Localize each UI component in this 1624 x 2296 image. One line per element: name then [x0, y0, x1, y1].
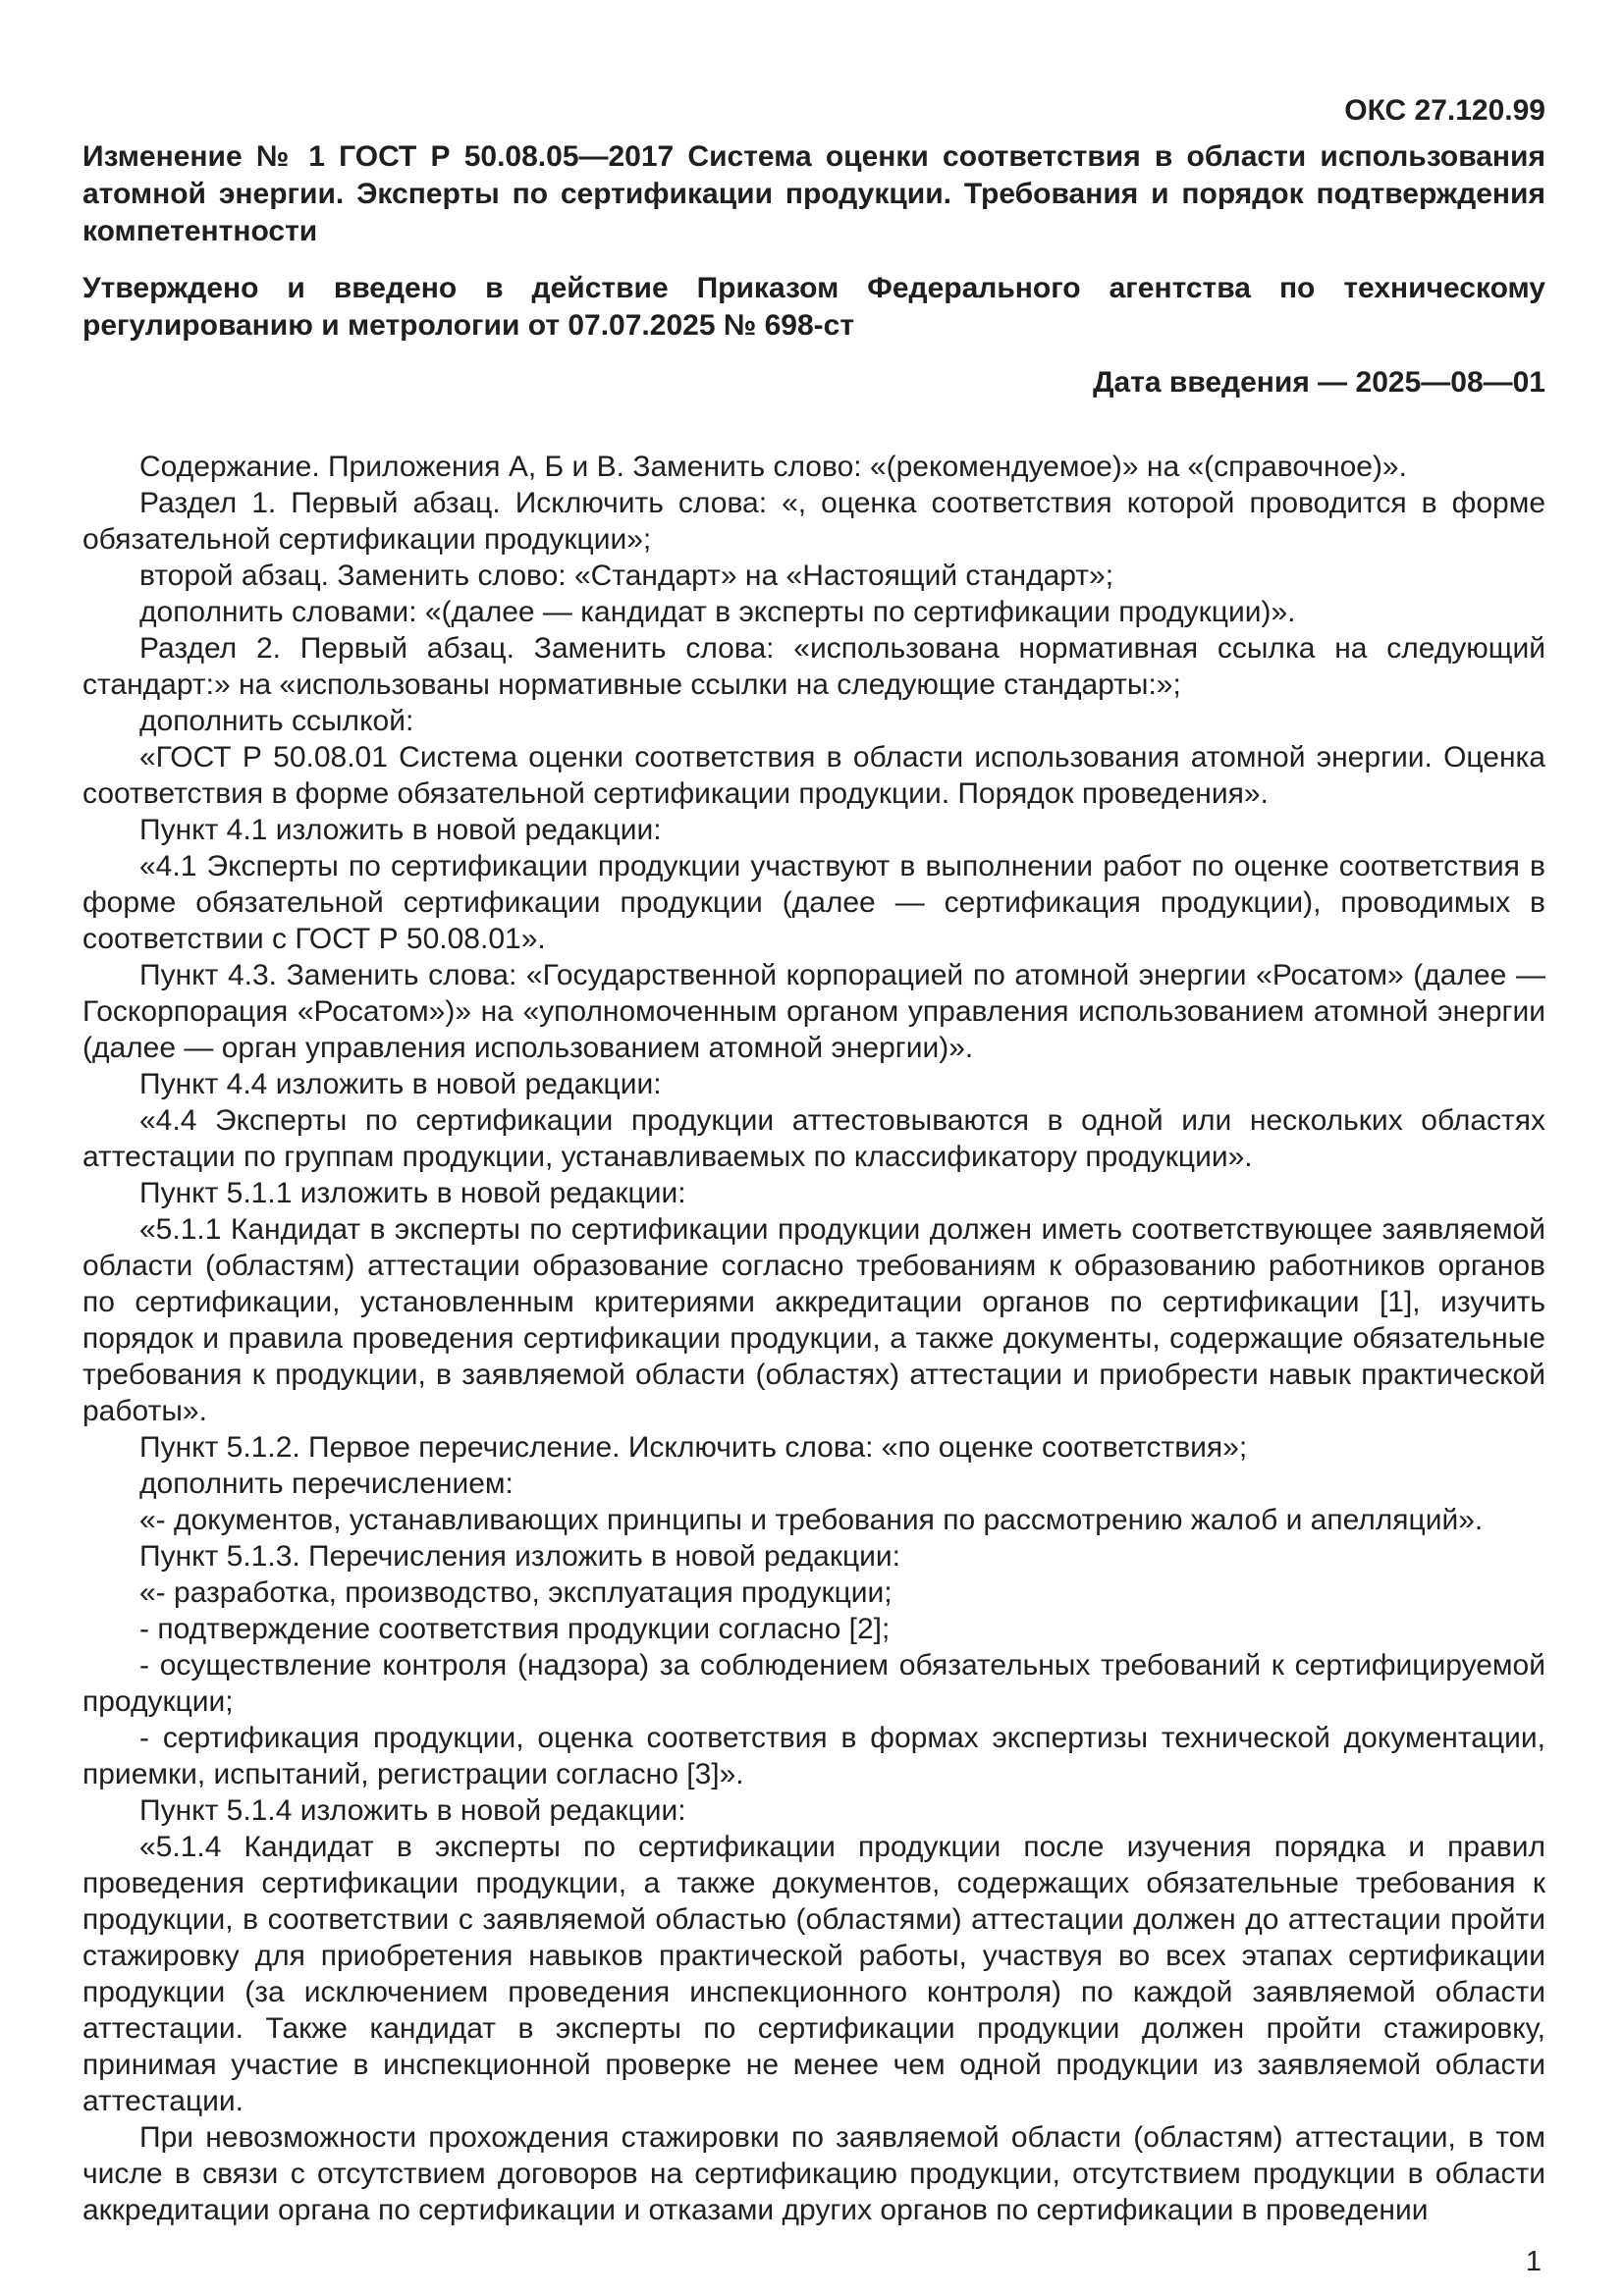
paragraph: Содержание. Приложения А, Б и В. Заменить слово: «(рекомендуемое)» на «(справочное)». — [139, 451, 1407, 483]
paragraph: «- документов, устанавливающих принципы и требования по рассмотрению жалоб и апелляций». — [139, 1504, 1484, 1536]
document-title: Изменение № 1 ГОСТ Р 50.08.05—2017 Система оценки соответствия в области использования атомной энергии. Эксперты по сертификации продукции. Требования и порядок подтверждения компетентности — [82, 140, 1545, 247]
approval-statement: Утверждено и введено в действие Приказом Федерального агентства по техническому регулированию и метрологии от 07.07.2025 № 698-ст — [82, 272, 1545, 342]
paragraph: - подтверждение соответствия продукции согласно [2]; — [139, 1613, 891, 1645]
paragraph: дополнить перечислением: — [139, 1468, 514, 1500]
document-body — [82, 449, 1545, 2228]
paragraph: «4.1 Эксперты по сертификации продукции участвуют в выполнении работ по оценке соответствия в форме обязательной сертификации продукции (далее — сертификация продукции), проводимых в соответствии с ГОСТ Р 50.08.01». — [82, 850, 1545, 955]
paragraph: - осуществление контроля (надзора) за соблюдением обязательных требований к сертифицируемой продукции; — [82, 1649, 1545, 1718]
paragraph: Пункт 5.1.3. Перечисления изложить в новой редакции: — [139, 1540, 901, 1573]
effective-date: Дата введения — 2025—08—01 — [1093, 366, 1545, 399]
paragraph: Пункт 4.3. Заменить слова: «Государственной корпорацией по атомной энергии «Росатом» (далее — Госкорпорация «Росатом»)» на «уполномоченным органом управления использованием атомной энергии (далее — орган управления использованием атомной энергии)». — [82, 959, 1545, 1064]
paragraph: - сертификация продукции, оценка соответствия в формах экспертизы технической документации, приемки, испытаний, регистрации согласно [3]». — [82, 1722, 1545, 1790]
page-number: 1 — [1525, 2246, 1542, 2277]
paragraph: Пункт 5.1.1 изложить в новой редакции: — [139, 1177, 686, 1209]
paragraph: «ГОСТ Р 50.08.01 Система оценки соответствия в области использования атомной энергии. Оценка соответствия в форме обязательной сертификации продукции. Порядок проведения». — [82, 741, 1545, 810]
paragraph: Раздел 2. Первый абзац. Заменить слова: «использована нормативная ссылка на следующий стандарт:» на «использованы нормативные ссылки на следующие стандарты:»; — [82, 632, 1545, 701]
paragraph: Пункт 5.1.2. Первое перечисление. Исключить слова: «по оценке соответствия»; — [139, 1431, 1248, 1464]
paragraph: дополнить словами: «(далее — кандидат в эксперты по сертификации продукции)». — [139, 596, 1296, 628]
paragraph: второй абзац. Заменить слово: «Стандарт» на «Настоящий стандарт»; — [139, 560, 1114, 592]
paragraph: Раздел 1. Первый абзац. Исключить слова: «, оценка соответствия которой проводится в форме обязательной сертификации продукции»; — [82, 487, 1545, 556]
paragraph: «- разработка, производство, эксплуатация продукции; — [139, 1576, 893, 1609]
oks-code: ОКС 27.120.99 — [1344, 94, 1545, 127]
paragraph: Пункт 5.1.4 изложить в новой редакции: — [139, 1794, 686, 1827]
paragraph: При невозможности прохождения стажировки по заявляемой области (областям) аттестации, в том числе в связи с отсутствием договоров на сертификацию продукции, отсутствием продукции в области аккредитации органа по сертификации и отказами других органов по сертификации в проведении — [82, 2121, 1545, 2226]
paragraph: «5.1.1 Кандидат в эксперты по сертификации продукции должен иметь соответствующее заявляемой области (областям) аттестации образование согласно требованиям к образованию работников органов по сертификации, установленным критериями аккредитации органов по сертификации [1], изучить порядок и правила проведения сертификации продукции, а также документы, содержащие обязательные требования к продукции, в заявляемой области (областях) аттестации и приобрести навык практической работы». — [82, 1213, 1545, 1427]
paragraph: «4.4 Эксперты по сертификации продукции аттестовываются в одной или нескольких областях аттестации по группам продукции, устанавливаемых по классификатору продукции». — [82, 1104, 1545, 1173]
paragraph: Пункт 4.1 изложить в новой редакции: — [139, 814, 662, 846]
paragraph: дополнить ссылкой: — [139, 705, 414, 737]
paragraph: Пункт 4.4 изложить в новой редакции: — [139, 1068, 662, 1100]
paragraph: «5.1.4 Кандидат в эксперты по сертификации продукции после изучения порядка и правил проведения сертификации продукции, а также документов, содержащих обязательные требования к продукции, в соответствии с заявляемой областью (областями) аттестации должен до аттестации пройти стажировку для приобретения навыков практической работы, участвуя во всех этапах сертификации продукции (за исключением проведения инспекционного контроля) по каждой заявляемой области аттестации. Также кандидат в эксперты по сертификации продукции должен пройти стажировку, принимая участие в инспекционной проверке не менее чем одной продукции из заявляемой области аттестации. — [82, 1831, 1545, 2117]
